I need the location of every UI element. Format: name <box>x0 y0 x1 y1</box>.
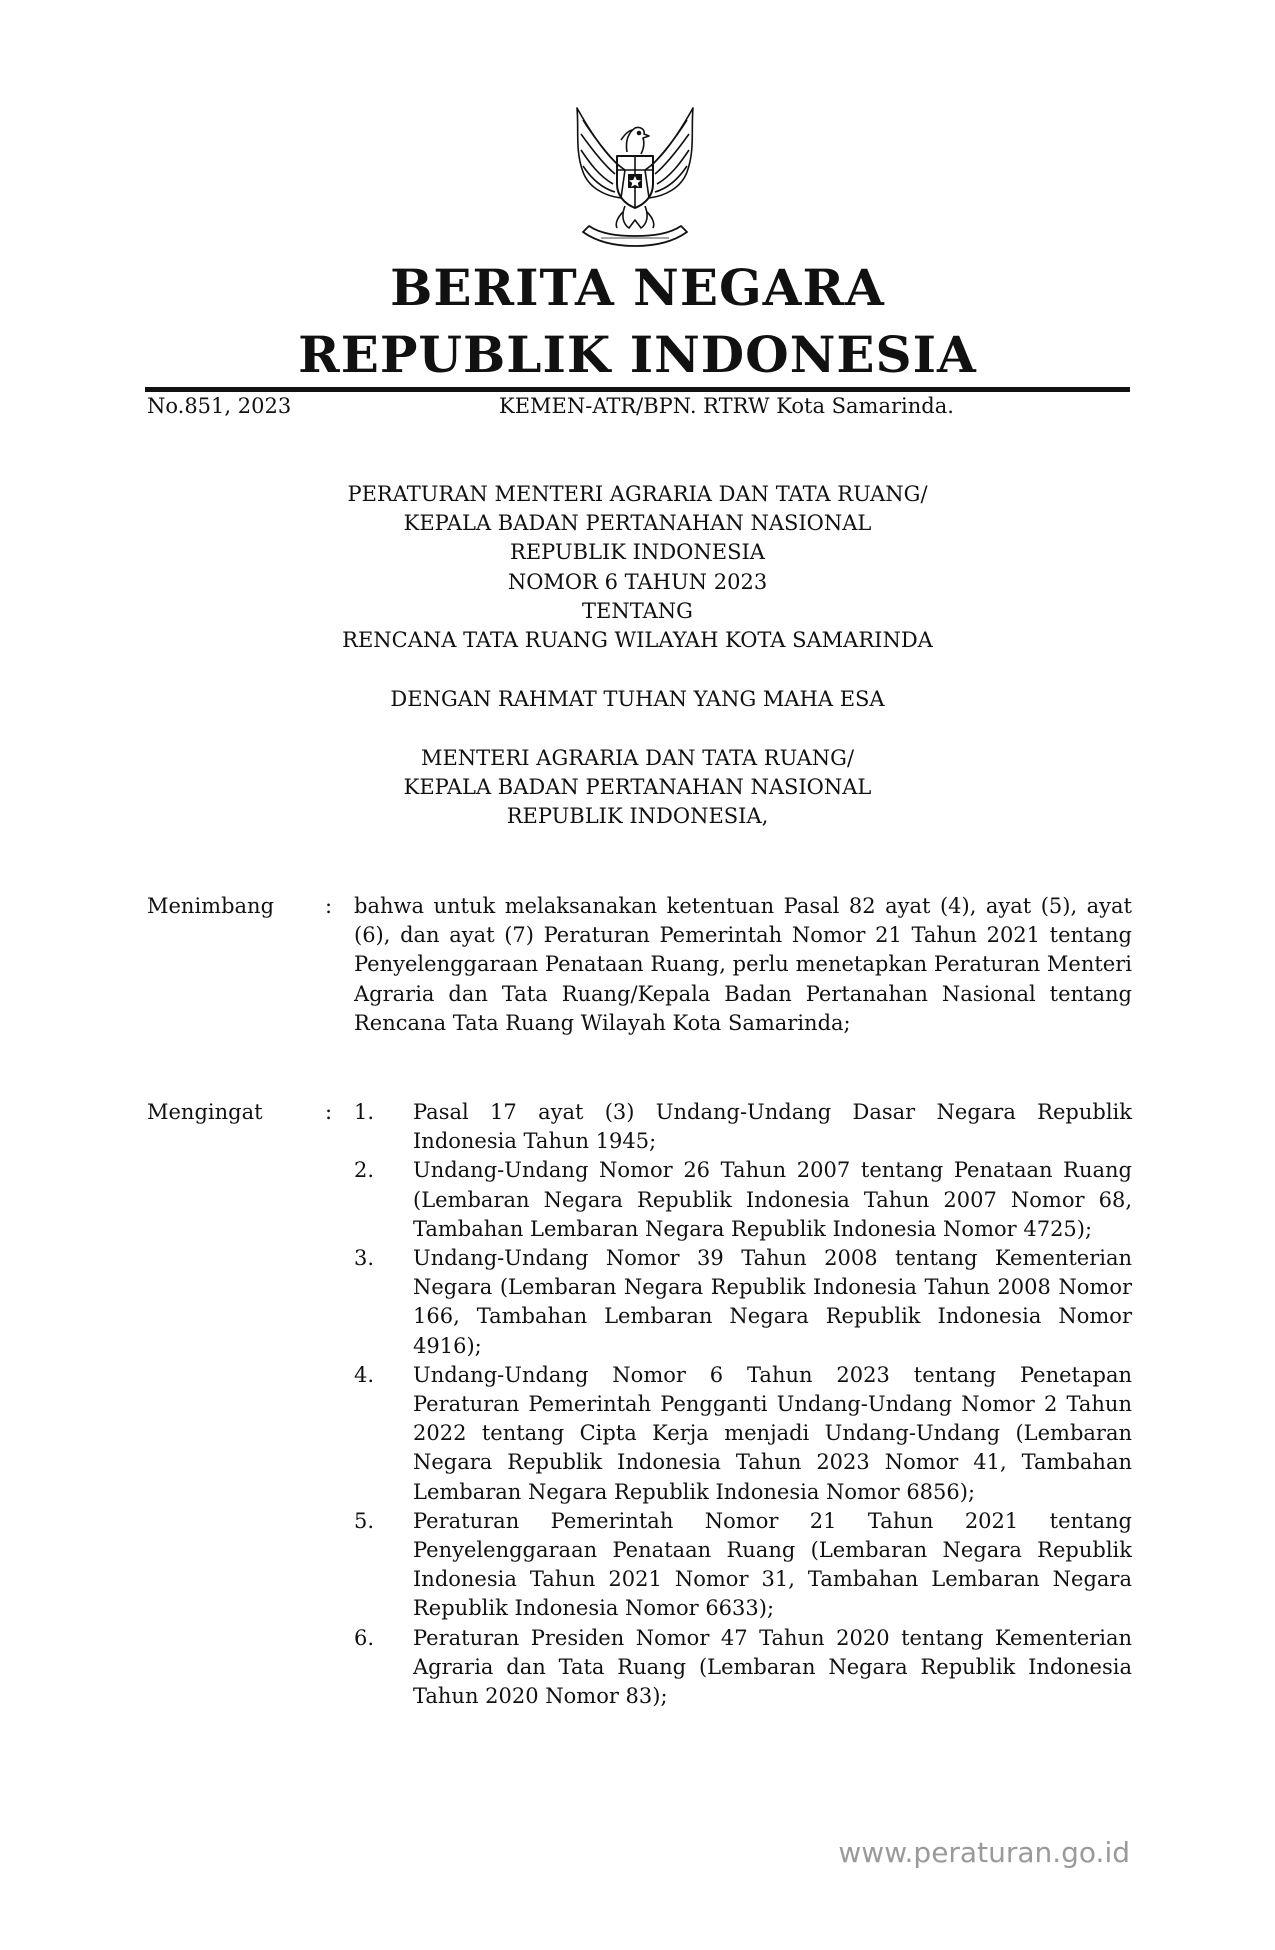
mengingat-colon: : <box>325 1100 333 1124</box>
list-item-text: Undang-Undang Nomor 6 Tahun 2023 tentang Penetapan Peraturan Pemerintah Pengganti Undang-Undang Nomor 2 Tahun 2022 tentang Cipta Kerja menjadi Undang-Undang (Lembaran Negara Republik Indonesia Tahun 2023 Nomor 41, Tambahan Lembaran Negara Republik Indonesia Nomor 6856); <box>413 1362 1132 1504</box>
menimbang-label: Menimbang <box>147 894 275 918</box>
list-item-number: 3. <box>354 1246 375 1271</box>
garuda-pancasila-emblem-icon <box>555 100 715 250</box>
header-divider <box>145 387 1130 392</box>
issuer-block <box>0 744 1275 832</box>
list-item <box>354 1507 1132 1624</box>
list-item-text: Peraturan Pemerintah Nomor 21 Tahun 2021 tentang Penyelenggaraan Penataan Ruang (Lembaran Negara Republik Indonesia Tahun 2021 Nomor 31, Tambahan Lembaran Negara Republik Indonesia Nomor 6633); <box>413 1508 1132 1621</box>
regulation-title <box>0 480 1275 655</box>
agency-subject: KEMEN-ATR/BPN. RTRW Kota Samarinda. <box>499 394 954 418</box>
regulation-title-line: RENCANA TATA RUANG WILAYAH KOTA SAMARINDA <box>342 628 933 653</box>
list-item-number: 2. <box>354 1158 375 1183</box>
list-item-number: 4. <box>354 1362 375 1387</box>
website-watermark: www.peraturan.go.id <box>838 1836 1130 1869</box>
regulation-title-line: NOMOR 6 TAHUN 2023 <box>507 569 768 594</box>
masthead-title: BERITA NEGARA <box>390 258 885 317</box>
regulation-title-line: TENTANG <box>582 598 693 623</box>
menimbang-colon: : <box>325 894 333 918</box>
list-item <box>354 1244 1132 1361</box>
issuer-line: KEPALA BADAN PERTANAHAN NASIONAL <box>403 775 872 800</box>
list-item-number: 1. <box>354 1100 375 1124</box>
gazette-number: No.851, 2023 <box>147 394 292 418</box>
list-item <box>354 1156 1132 1244</box>
mengingat-label: Mengingat <box>147 1100 263 1124</box>
mengingat-list <box>354 1098 1132 1711</box>
invocation <box>0 685 1275 714</box>
issuer-line: MENTERI AGRARIA DAN TATA RUANG/ <box>420 746 855 770</box>
list-item-text: Peraturan Presiden Nomor 47 Tahun 2020 tentang Kementerian Agraria dan Tata Ruang (Lembaran Negara Republik Indonesia Tahun 2020 Nomor 83); <box>413 1625 1132 1709</box>
list-item <box>354 1624 1132 1712</box>
list-item-number: 6. <box>354 1625 375 1650</box>
invocation-text: DENGAN RAHMAT TUHAN YANG MAHA ESA <box>390 687 885 711</box>
regulation-title-line: KEPALA BADAN PERTANAHAN NASIONAL <box>403 511 872 536</box>
masthead-subtitle: REPUBLIK INDONESIA <box>298 325 977 384</box>
list-item-text: Undang-Undang Nomor 39 Tahun 2008 tentang Kementerian Negara (Lembaran Negara Republik Indonesia Tahun 2008 Nomor 166, Tambahan Lembaran Negara Republik Indonesia Nomor 4916); <box>413 1246 1132 1358</box>
regulation-title-line: PERATURAN MENTERI AGRARIA DAN TATA RUANG/ <box>347 482 928 506</box>
list-item-text: Pasal 17 ayat (3) Undang-Undang Dasar Negara Republik Indonesia Tahun 1945; <box>413 1100 1132 1154</box>
menimbang-text: bahwa untuk melaksanakan ketentuan Pasal 82 ayat (4), ayat (5), ayat (6), dan ayat (7) Peraturan Pemerintah Nomor 21 Tahun 2021 tentang Penyelenggaraan Penataan Ruang, perlu menetapkan Peraturan Menteri Agraria dan Tata Ruang/Kepala Badan Pertanahan Nasional tentang Rencana Tata Ruang Wilayah Kota Samarinda; <box>354 894 1132 1035</box>
list-item-text: Undang-Undang Nomor 26 Tahun 2007 tentang Penataan Ruang (Lembaran Negara Republik Indonesia Tahun 2007 Nomor 68, Tambahan Lembaran Negara Republik Indonesia Nomor 4725); <box>413 1158 1132 1241</box>
regulation-title-line: REPUBLIK INDONESIA <box>510 540 765 565</box>
list-item-number: 5. <box>354 1508 375 1533</box>
list-item <box>354 1361 1132 1507</box>
issuer-line: REPUBLIK INDONESIA, <box>506 804 769 829</box>
list-item <box>354 1098 1132 1156</box>
